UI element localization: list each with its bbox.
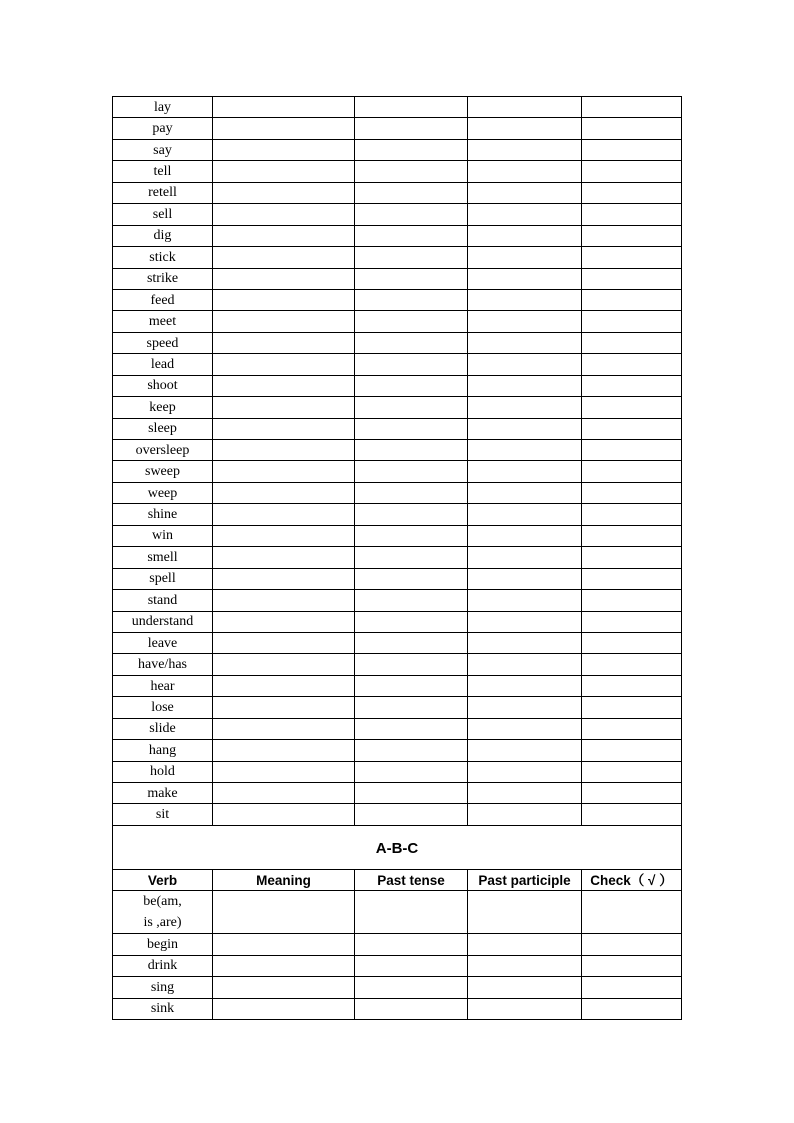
verb-cell: lay xyxy=(113,97,213,118)
table-row xyxy=(113,375,682,396)
check-cell[interactable] xyxy=(582,139,682,160)
meaning-cell[interactable] xyxy=(213,418,355,439)
verb-cell: pay xyxy=(113,118,213,139)
table-row xyxy=(113,783,682,804)
verb-cell: have/has xyxy=(113,654,213,675)
past-participle-cell[interactable] xyxy=(468,482,582,503)
check-cell[interactable] xyxy=(582,632,682,653)
table-row xyxy=(113,139,682,160)
check-cell[interactable] xyxy=(582,998,682,1019)
past-tense-cell[interactable] xyxy=(355,118,468,139)
check-cell[interactable] xyxy=(582,740,682,761)
table-row xyxy=(113,461,682,482)
meaning-cell[interactable] xyxy=(213,247,355,268)
part1-rows xyxy=(113,97,682,826)
past-participle-cell[interactable] xyxy=(468,568,582,589)
past-participle-cell[interactable] xyxy=(468,182,582,203)
table-row xyxy=(113,590,682,611)
past-tense-cell[interactable] xyxy=(355,97,468,118)
verb-cell: strike xyxy=(113,268,213,289)
past-tense-cell[interactable] xyxy=(355,955,468,976)
meaning-cell[interactable] xyxy=(213,654,355,675)
verb-cell: hang xyxy=(113,740,213,761)
past-tense-cell[interactable] xyxy=(355,375,468,396)
table-row xyxy=(113,955,682,976)
meaning-cell[interactable] xyxy=(213,891,355,934)
meaning-cell[interactable] xyxy=(213,590,355,611)
past-participle-cell[interactable] xyxy=(468,632,582,653)
past-tense-cell[interactable] xyxy=(355,332,468,353)
check-cell[interactable] xyxy=(582,97,682,118)
verb-cell: be(am, is ,are) xyxy=(113,891,213,934)
meaning-cell[interactable] xyxy=(213,977,355,998)
past-participle-cell[interactable] xyxy=(468,783,582,804)
past-tense-cell[interactable] xyxy=(355,547,468,568)
past-participle-cell[interactable] xyxy=(468,804,582,825)
table-row xyxy=(113,934,682,955)
verb-cell: sweep xyxy=(113,461,213,482)
check-cell[interactable] xyxy=(582,397,682,418)
meaning-cell[interactable] xyxy=(213,354,355,375)
past-tense-cell[interactable] xyxy=(355,525,468,546)
check-cell[interactable] xyxy=(582,804,682,825)
past-tense-cell[interactable] xyxy=(355,268,468,289)
verb-cell: weep xyxy=(113,482,213,503)
past-participle-cell[interactable] xyxy=(468,590,582,611)
table-row xyxy=(113,654,682,675)
verb-table xyxy=(112,96,682,1020)
past-participle-cell[interactable] xyxy=(468,547,582,568)
table-row xyxy=(113,718,682,739)
past-participle-cell[interactable] xyxy=(468,461,582,482)
past-tense-cell[interactable] xyxy=(355,632,468,653)
past-participle-cell[interactable] xyxy=(468,504,582,525)
verb-cell: shoot xyxy=(113,375,213,396)
past-participle-cell[interactable] xyxy=(468,418,582,439)
verb-cell: leave xyxy=(113,632,213,653)
table-row xyxy=(113,568,682,589)
table-row xyxy=(113,761,682,782)
meaning-cell[interactable] xyxy=(213,397,355,418)
past-participle-cell[interactable] xyxy=(468,891,582,934)
table-row xyxy=(113,182,682,203)
meaning-cell[interactable] xyxy=(213,482,355,503)
check-cell[interactable] xyxy=(582,247,682,268)
meaning-cell[interactable] xyxy=(213,311,355,332)
table-row xyxy=(113,804,682,825)
past-tense-cell[interactable] xyxy=(355,654,468,675)
check-cell[interactable] xyxy=(582,504,682,525)
past-participle-cell[interactable] xyxy=(468,718,582,739)
table-row xyxy=(113,482,682,503)
past-participle-cell[interactable] xyxy=(468,118,582,139)
table-row xyxy=(113,97,682,118)
check-cell[interactable] xyxy=(582,332,682,353)
meaning-cell[interactable] xyxy=(213,182,355,203)
check-cell[interactable] xyxy=(582,547,682,568)
past-participle-cell[interactable] xyxy=(468,525,582,546)
past-tense-cell[interactable] xyxy=(355,590,468,611)
verb-cell: smell xyxy=(113,547,213,568)
past-tense-cell[interactable] xyxy=(355,934,468,955)
past-tense-cell[interactable] xyxy=(355,761,468,782)
past-participle-cell[interactable] xyxy=(468,204,582,225)
table-row xyxy=(113,397,682,418)
meaning-cell[interactable] xyxy=(213,332,355,353)
past-participle-cell[interactable] xyxy=(468,311,582,332)
verb-cell: retell xyxy=(113,182,213,203)
check-cell[interactable] xyxy=(582,955,682,976)
meaning-cell[interactable] xyxy=(213,525,355,546)
past-tense-cell[interactable] xyxy=(355,568,468,589)
past-tense-cell[interactable] xyxy=(355,182,468,203)
table-row xyxy=(113,354,682,375)
past-tense-cell[interactable] xyxy=(355,611,468,632)
check-cell[interactable] xyxy=(582,590,682,611)
meaning-cell[interactable] xyxy=(213,375,355,396)
check-cell[interactable] xyxy=(582,675,682,696)
past-participle-cell[interactable] xyxy=(468,977,582,998)
table-row xyxy=(113,225,682,246)
section-abc xyxy=(113,825,682,890)
meaning-cell[interactable] xyxy=(213,804,355,825)
verb-cell: make xyxy=(113,783,213,804)
past-tense-cell[interactable] xyxy=(355,977,468,998)
past-tense-cell[interactable] xyxy=(355,289,468,310)
verb-cell: win xyxy=(113,525,213,546)
table-row xyxy=(113,504,682,525)
meaning-cell[interactable] xyxy=(213,761,355,782)
table-row xyxy=(113,161,682,182)
check-cell[interactable] xyxy=(582,761,682,782)
past-participle-cell[interactable] xyxy=(468,268,582,289)
meaning-cell[interactable] xyxy=(213,440,355,461)
verb-cell: sell xyxy=(113,204,213,225)
header-past-participle: Past participle xyxy=(468,869,582,890)
meaning-cell[interactable] xyxy=(213,118,355,139)
meaning-cell[interactable] xyxy=(213,675,355,696)
table-row xyxy=(113,547,682,568)
past-tense-cell[interactable] xyxy=(355,139,468,160)
check-cell[interactable] xyxy=(582,375,682,396)
meaning-cell[interactable] xyxy=(213,934,355,955)
past-participle-cell[interactable] xyxy=(468,375,582,396)
past-participle-cell[interactable] xyxy=(468,611,582,632)
verb-cell: keep xyxy=(113,397,213,418)
past-tense-cell[interactable] xyxy=(355,804,468,825)
meaning-cell[interactable] xyxy=(213,998,355,1019)
verb-cell: sit xyxy=(113,804,213,825)
meaning-cell[interactable] xyxy=(213,461,355,482)
meaning-cell[interactable] xyxy=(213,204,355,225)
verb-cell: drink xyxy=(113,955,213,976)
table-row xyxy=(113,247,682,268)
meaning-cell[interactable] xyxy=(213,547,355,568)
past-participle-cell[interactable] xyxy=(468,697,582,718)
header-check: Check（ √ ） xyxy=(582,869,682,890)
past-participle-cell[interactable] xyxy=(468,675,582,696)
verb-cell: lead xyxy=(113,354,213,375)
meaning-cell[interactable] xyxy=(213,955,355,976)
past-tense-cell[interactable] xyxy=(355,461,468,482)
past-tense-cell[interactable] xyxy=(355,311,468,332)
meaning-cell[interactable] xyxy=(213,289,355,310)
table-row xyxy=(113,268,682,289)
past-participle-cell[interactable] xyxy=(468,998,582,1019)
past-tense-cell[interactable] xyxy=(355,783,468,804)
table-row xyxy=(113,675,682,696)
meaning-cell[interactable] xyxy=(213,139,355,160)
table-row xyxy=(113,289,682,310)
check-cell[interactable] xyxy=(582,418,682,439)
table-row xyxy=(113,697,682,718)
meaning-cell[interactable] xyxy=(213,161,355,182)
check-cell[interactable] xyxy=(582,289,682,310)
meaning-cell[interactable] xyxy=(213,568,355,589)
past-tense-cell[interactable] xyxy=(355,718,468,739)
verb-cell: sing xyxy=(113,977,213,998)
verb-cell: speed xyxy=(113,332,213,353)
table-row xyxy=(113,611,682,632)
verb-cell: feed xyxy=(113,289,213,310)
verb-cell: stick xyxy=(113,247,213,268)
past-participle-cell[interactable] xyxy=(468,740,582,761)
check-cell[interactable] xyxy=(582,268,682,289)
past-tense-cell[interactable] xyxy=(355,697,468,718)
check-cell[interactable] xyxy=(582,611,682,632)
verb-cell: stand xyxy=(113,590,213,611)
verb-cell: spell xyxy=(113,568,213,589)
check-cell[interactable] xyxy=(582,891,682,934)
section-title: A-B-C xyxy=(113,825,682,869)
part2-rows xyxy=(113,891,682,1020)
past-participle-cell[interactable] xyxy=(468,397,582,418)
check-cell[interactable] xyxy=(582,118,682,139)
past-tense-cell[interactable] xyxy=(355,891,468,934)
check-cell[interactable] xyxy=(582,525,682,546)
meaning-cell[interactable] xyxy=(213,632,355,653)
table-row xyxy=(113,418,682,439)
past-tense-cell[interactable] xyxy=(355,247,468,268)
past-participle-cell[interactable] xyxy=(468,161,582,182)
check-cell[interactable] xyxy=(582,440,682,461)
past-participle-cell[interactable] xyxy=(468,225,582,246)
verb-cell: begin xyxy=(113,934,213,955)
table-row xyxy=(113,204,682,225)
check-cell[interactable] xyxy=(582,697,682,718)
past-participle-cell[interactable] xyxy=(468,440,582,461)
past-participle-cell[interactable] xyxy=(468,332,582,353)
verb-cell: oversleep xyxy=(113,440,213,461)
past-participle-cell[interactable] xyxy=(468,654,582,675)
past-participle-cell[interactable] xyxy=(468,934,582,955)
past-participle-cell[interactable] xyxy=(468,955,582,976)
meaning-cell[interactable] xyxy=(213,97,355,118)
verb-cell: understand xyxy=(113,611,213,632)
meaning-cell[interactable] xyxy=(213,225,355,246)
past-tense-cell[interactable] xyxy=(355,440,468,461)
check-cell[interactable] xyxy=(582,461,682,482)
table-row xyxy=(113,311,682,332)
check-cell[interactable] xyxy=(582,934,682,955)
check-cell[interactable] xyxy=(582,654,682,675)
section-title-row xyxy=(113,825,682,869)
past-tense-cell[interactable] xyxy=(355,397,468,418)
check-cell[interactable] xyxy=(582,161,682,182)
past-participle-cell[interactable] xyxy=(468,289,582,310)
verb-cell: slide xyxy=(113,718,213,739)
past-tense-cell[interactable] xyxy=(355,418,468,439)
verb-cell: lose xyxy=(113,697,213,718)
meaning-cell[interactable] xyxy=(213,504,355,525)
verb-cell: hold xyxy=(113,761,213,782)
meaning-cell[interactable] xyxy=(213,783,355,804)
check-cell[interactable] xyxy=(582,311,682,332)
past-tense-cell[interactable] xyxy=(355,161,468,182)
past-participle-cell[interactable] xyxy=(468,97,582,118)
meaning-cell[interactable] xyxy=(213,740,355,761)
meaning-cell[interactable] xyxy=(213,718,355,739)
verb-cell: hear xyxy=(113,675,213,696)
check-cell[interactable] xyxy=(582,482,682,503)
check-cell[interactable] xyxy=(582,783,682,804)
past-tense-cell[interactable] xyxy=(355,675,468,696)
verb-cell: shine xyxy=(113,504,213,525)
check-cell[interactable] xyxy=(582,225,682,246)
verb-cell: tell xyxy=(113,161,213,182)
meaning-cell[interactable] xyxy=(213,268,355,289)
verb-cell: sink xyxy=(113,998,213,1019)
verb-cell: meet xyxy=(113,311,213,332)
column-header-row xyxy=(113,869,682,890)
table-row xyxy=(113,525,682,546)
check-cell[interactable] xyxy=(582,568,682,589)
verb-cell: say xyxy=(113,139,213,160)
check-cell[interactable] xyxy=(582,718,682,739)
header-meaning: Meaning xyxy=(213,869,355,890)
past-tense-cell[interactable] xyxy=(355,998,468,1019)
past-participle-cell[interactable] xyxy=(468,354,582,375)
past-tense-cell[interactable] xyxy=(355,204,468,225)
table-row xyxy=(113,440,682,461)
header-verb: Verb xyxy=(113,869,213,890)
past-participle-cell[interactable] xyxy=(468,247,582,268)
verb-cell: sleep xyxy=(113,418,213,439)
past-tense-cell[interactable] xyxy=(355,504,468,525)
check-cell[interactable] xyxy=(582,354,682,375)
table-row xyxy=(113,977,682,998)
past-tense-cell[interactable] xyxy=(355,354,468,375)
table-row xyxy=(113,740,682,761)
header-past-tense: Past tense xyxy=(355,869,468,890)
table-row xyxy=(113,632,682,653)
past-tense-cell[interactable] xyxy=(355,482,468,503)
table-row xyxy=(113,891,682,934)
check-cell[interactable] xyxy=(582,182,682,203)
verb-cell: dig xyxy=(113,225,213,246)
past-participle-cell[interactable] xyxy=(468,761,582,782)
meaning-cell[interactable] xyxy=(213,697,355,718)
meaning-cell[interactable] xyxy=(213,611,355,632)
check-cell[interactable] xyxy=(582,977,682,998)
past-tense-cell[interactable] xyxy=(355,225,468,246)
table-row xyxy=(113,118,682,139)
past-participle-cell[interactable] xyxy=(468,139,582,160)
table-row xyxy=(113,998,682,1019)
past-tense-cell[interactable] xyxy=(355,740,468,761)
table-row xyxy=(113,332,682,353)
check-cell[interactable] xyxy=(582,204,682,225)
